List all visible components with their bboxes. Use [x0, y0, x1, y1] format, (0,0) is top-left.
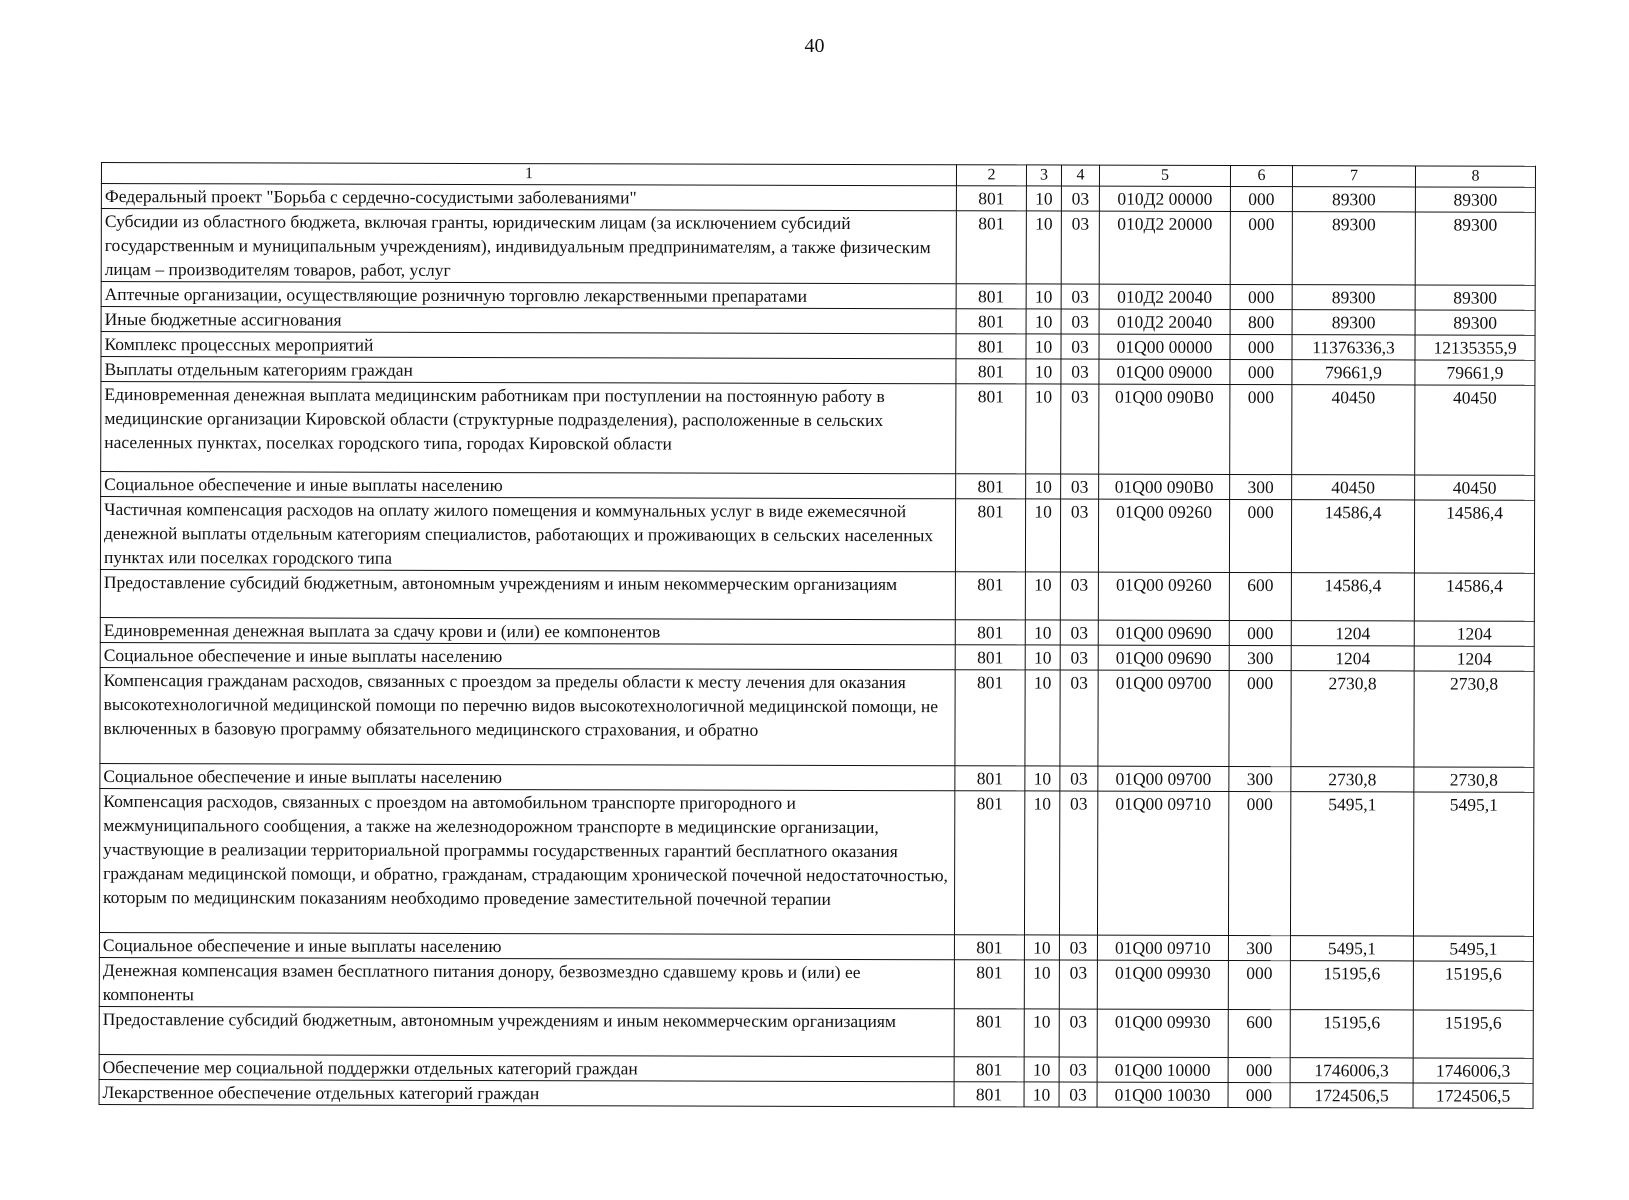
row-col5-cell: 01Q00 090B0	[1099, 474, 1230, 499]
row-col6-cell: 600	[1229, 572, 1291, 620]
row-col6-cell: 000	[1228, 1082, 1290, 1107]
row-col2-cell: 801	[956, 334, 1026, 359]
row-col7-cell: 2730,8	[1291, 671, 1414, 767]
row-col3-cell: 10	[1025, 670, 1060, 766]
row-col2-cell: 801	[955, 645, 1025, 670]
row-col3-cell: 10	[1026, 474, 1061, 499]
table-row	[101, 307, 1535, 336]
row-col3-cell: 10	[1026, 384, 1061, 474]
table-row	[101, 184, 1535, 213]
row-col6-cell: 000	[1228, 1057, 1290, 1082]
row-col8-cell: 5495,1	[1413, 792, 1533, 936]
row-col7-cell: 40450	[1292, 385, 1415, 475]
row-name-cell: Социальное обеспечение и иные выплаты населению	[100, 642, 955, 669]
table-row	[99, 1006, 1533, 1058]
row-col3-cell: 10	[1026, 334, 1061, 359]
row-col4-cell: 03	[1059, 960, 1097, 1009]
row-name-cell: Социальное обеспечение и иные выплаты населению	[99, 932, 954, 959]
row-col6-cell: 300	[1230, 474, 1292, 499]
row-col8-cell: 14586,4	[1414, 500, 1534, 573]
row-name-cell: Аптечные организации, осуществляющие розничную торговлю лекарственными препаратами	[101, 282, 956, 309]
row-col6-cell: 000	[1230, 384, 1292, 474]
row-name-cell: Обеспечение мер социальной поддержки отдельных категорий граждан	[99, 1054, 954, 1081]
table-row	[100, 642, 1534, 671]
table-row	[100, 497, 1534, 574]
row-col4-cell: 03	[1061, 334, 1099, 359]
row-col6-cell: 000	[1229, 620, 1291, 645]
row-name-cell: Компенсация расходов, связанных с проездом на автомобильном транспорте пригородного и межмуниципального сообщения, а также на железнодорожном транспорте в медицинские организации, участвующие в реализации территориальной программы государственных гарантий бесплатного оказания гражданам медицинской помощи, и обратно, гражданам, страдающим хронической почечной недостаточностью, которым по медицинским показаниям необходимо проведение заместительной почечной терапии	[99, 788, 954, 934]
header-cell: 1	[101, 163, 956, 186]
row-col6-cell: 600	[1228, 1009, 1290, 1057]
row-col7-cell: 14586,4	[1291, 573, 1414, 621]
row-col8-cell: 79661,9	[1415, 360, 1535, 385]
table-row	[99, 1054, 1533, 1083]
row-name-cell: Иные бюджетные ассигнования	[101, 307, 956, 334]
row-col8-cell: 1204	[1414, 646, 1534, 671]
row-col3-cell: 10	[1026, 284, 1061, 309]
row-col5-cell: 01Q00 09260	[1098, 572, 1229, 620]
row-col6-cell: 800	[1230, 309, 1292, 334]
row-col3-cell: 10	[1025, 620, 1060, 645]
row-col3-cell: 10	[1024, 1009, 1059, 1057]
row-col8-cell: 2730,8	[1414, 671, 1534, 767]
row-name-cell: Денежная компенсация взамен бесплатного питания донору, безвозмездно сдавшему кровь и (или) ее компоненты	[99, 957, 954, 1008]
row-col5-cell: 010Д2 20040	[1099, 284, 1230, 309]
row-col3-cell: 10	[1026, 309, 1061, 334]
row-col3-cell: 10	[1025, 572, 1060, 620]
row-col6-cell: 000	[1228, 791, 1290, 935]
table-row	[101, 332, 1535, 361]
table-row	[100, 617, 1534, 646]
row-col5-cell: 01Q00 09700	[1098, 766, 1229, 791]
row-col6-cell: 000	[1228, 960, 1290, 1009]
header-cell: 4	[1061, 165, 1099, 186]
row-col4-cell: 03	[1061, 211, 1099, 284]
row-col2-cell: 801	[956, 384, 1026, 474]
row-col7-cell: 1746006,3	[1290, 1058, 1413, 1083]
row-col8-cell: 1746006,3	[1413, 1058, 1533, 1083]
row-col7-cell: 11376336,3	[1292, 335, 1415, 360]
row-col8-cell: 15195,6	[1413, 961, 1533, 1010]
row-col4-cell: 03	[1061, 186, 1099, 211]
header-cell: 6	[1230, 165, 1292, 186]
row-name-cell: Единовременная денежная выплата медицинским работникам при поступлении на постоянную работу в медицинские организации Кировской области (структурные подразделения), расположенные в сельских населенных пунктах, поселках городского типа, городах Кировской области	[101, 382, 956, 474]
row-col2-cell: 801	[955, 572, 1025, 620]
row-col3-cell: 10	[1026, 359, 1061, 384]
row-col8-cell: 1724506,5	[1413, 1083, 1533, 1108]
row-col2-cell: 801	[955, 499, 1025, 572]
row-name-cell: Компенсация гражданам расходов, связанных с проездом за пределы области к месту лечения для оказания высокотехнологичной медицинской помощи по перечню видов высокотехнологичной медицинской помощи, не включенных в базовую программу обязательного медицинского страхования, и обратно	[100, 667, 955, 765]
row-col4-cell: 03	[1061, 474, 1099, 499]
table-row	[101, 209, 1535, 286]
row-name-cell: Предоставление субсидий бюджетным, автономным учреждениям и иным некоммерческим организациям	[100, 569, 955, 619]
row-col8-cell: 89300	[1415, 187, 1535, 212]
row-col8-cell: 15195,6	[1413, 1010, 1533, 1058]
row-col3-cell: 10	[1024, 1057, 1059, 1082]
row-col8-cell: 40450	[1415, 385, 1535, 475]
table-row	[99, 1079, 1533, 1108]
row-col5-cell: 01Q00 10000	[1097, 1057, 1228, 1082]
row-col7-cell: 1204	[1291, 621, 1414, 646]
row-col4-cell: 03	[1061, 359, 1099, 384]
row-col8-cell: 12135355,9	[1415, 335, 1535, 360]
row-col2-cell: 801	[954, 791, 1024, 935]
row-col3-cell: 10	[1025, 499, 1060, 572]
row-col6-cell: 300	[1229, 645, 1291, 670]
row-col7-cell: 5495,1	[1290, 936, 1413, 961]
row-col7-cell: 79661,9	[1292, 360, 1415, 385]
row-col7-cell: 89300	[1292, 285, 1415, 310]
row-col6-cell: 300	[1229, 766, 1291, 791]
row-col2-cell: 801	[956, 284, 1026, 309]
budget-table	[99, 162, 1536, 1109]
row-col7-cell: 1204	[1291, 646, 1414, 671]
row-col5-cell: 01Q00 09710	[1097, 791, 1228, 935]
row-col5-cell: 010Д2 00000	[1099, 186, 1230, 211]
header-cell: 7	[1292, 166, 1415, 187]
row-col2-cell: 801	[954, 1082, 1024, 1107]
row-name-cell: Выплаты отдельным категориям граждан	[101, 357, 956, 384]
row-col4-cell: 03	[1060, 766, 1098, 791]
row-name-cell: Социальное обеспечение и иные выплаты населению	[100, 763, 955, 790]
row-col8-cell: 89300	[1415, 310, 1535, 335]
page-number: 40	[804, 35, 825, 57]
row-col5-cell: 010Д2 20040	[1099, 309, 1230, 334]
table-row	[101, 357, 1535, 386]
row-col4-cell: 03	[1060, 572, 1098, 620]
row-col7-cell: 5495,1	[1290, 792, 1413, 936]
row-col4-cell: 03	[1060, 499, 1098, 572]
row-col7-cell: 15195,6	[1290, 961, 1413, 1010]
row-col5-cell: 01Q00 09690	[1098, 620, 1229, 645]
row-col2-cell: 801	[954, 1009, 1024, 1057]
row-col5-cell: 01Q00 09930	[1097, 1009, 1228, 1057]
table-row	[99, 932, 1533, 961]
row-col5-cell: 010Д2 20000	[1099, 211, 1230, 284]
row-col6-cell: 000	[1229, 499, 1291, 572]
row-col6-cell: 000	[1230, 334, 1292, 359]
row-col5-cell: 01Q00 09930	[1097, 960, 1228, 1009]
header-cell: 5	[1099, 165, 1230, 186]
row-col6-cell: 000	[1230, 359, 1292, 384]
row-col3-cell: 10	[1024, 935, 1059, 960]
table-row	[99, 788, 1533, 936]
row-name-cell: Лекарственное обеспечение отдельных категорий граждан	[99, 1079, 954, 1106]
row-col5-cell: 01Q00 10030	[1097, 1082, 1228, 1107]
header-cell: 2	[956, 165, 1026, 186]
row-col4-cell: 03	[1060, 645, 1098, 670]
row-col2-cell: 801	[956, 474, 1026, 499]
row-name-cell: Единовременная денежная выплата за сдачу крови и (или) ее компонентов	[100, 617, 955, 644]
row-col5-cell: 01Q00 09700	[1098, 670, 1229, 766]
row-col2-cell: 801	[955, 670, 1025, 766]
row-name-cell: Социальное обеспечение и иные выплаты населению	[101, 472, 956, 499]
row-col2-cell: 801	[954, 960, 1024, 1009]
row-col3-cell: 10	[1025, 766, 1060, 791]
row-name-cell: Частичная компенсация расходов на оплату жилого помещения и коммунальных услуг в виде ежемесячной денежной выплаты отдельным категориям специалистов, работающих и проживающих в сельских населенных пунктах или поселках городского типа	[100, 497, 955, 572]
row-col3-cell: 10	[1024, 1082, 1059, 1107]
row-col6-cell: 000	[1230, 284, 1292, 309]
row-col3-cell: 10	[1024, 960, 1059, 1009]
row-col2-cell: 801	[956, 211, 1026, 284]
row-col7-cell: 89300	[1292, 212, 1415, 285]
row-col3-cell: 10	[1024, 791, 1059, 935]
row-col5-cell: 01Q00 09260	[1098, 499, 1229, 572]
row-col8-cell: 14586,4	[1414, 573, 1534, 621]
row-col8-cell: 89300	[1415, 285, 1535, 310]
row-col5-cell: 01Q00 09000	[1099, 359, 1230, 384]
row-col4-cell: 03	[1060, 670, 1098, 766]
row-col4-cell: 03	[1059, 1009, 1097, 1057]
row-col5-cell: 01Q00 09690	[1098, 645, 1229, 670]
row-col6-cell: 300	[1228, 935, 1290, 960]
row-col8-cell: 2730,8	[1414, 767, 1534, 792]
row-col6-cell: 000	[1229, 670, 1291, 766]
row-col8-cell: 40450	[1415, 475, 1535, 500]
row-name-cell: Федеральный проект "Борьба с сердечно-сосудистыми заболеваниями"	[101, 184, 956, 211]
row-col2-cell: 801	[956, 309, 1026, 334]
table-row	[101, 472, 1535, 501]
row-col2-cell: 801	[954, 1057, 1024, 1082]
row-col4-cell: 03	[1061, 309, 1099, 334]
row-col2-cell: 801	[956, 186, 1026, 211]
row-col2-cell: 801	[956, 359, 1026, 384]
row-col4-cell: 03	[1060, 620, 1098, 645]
row-col7-cell: 89300	[1292, 187, 1415, 212]
row-col2-cell: 801	[955, 620, 1025, 645]
row-col7-cell: 1724506,5	[1290, 1083, 1413, 1108]
row-col3-cell: 10	[1026, 211, 1061, 284]
table-row	[99, 957, 1533, 1010]
row-col6-cell: 000	[1230, 186, 1292, 211]
row-col2-cell: 801	[954, 935, 1024, 960]
row-col4-cell: 03	[1059, 1057, 1097, 1082]
row-col7-cell: 14586,4	[1291, 500, 1414, 573]
row-col8-cell: 5495,1	[1413, 936, 1533, 961]
row-name-cell: Субсидии из областного бюджета, включая гранты, юридическим лицам (за исключением субсидий государственным и муниципальным учреждениям), индивидуальным предпринимателям, а также физическим лицам – производителям товаров, работ, услуг	[101, 209, 956, 284]
row-col3-cell: 10	[1026, 186, 1061, 211]
row-col7-cell: 2730,8	[1291, 767, 1414, 792]
row-col2-cell: 801	[955, 766, 1025, 791]
row-col8-cell: 1204	[1414, 621, 1534, 646]
row-name-cell: Комплекс процессных мероприятий	[101, 332, 956, 359]
row-col6-cell: 000	[1230, 211, 1292, 284]
row-col7-cell: 15195,6	[1290, 1010, 1413, 1058]
row-col4-cell: 03	[1061, 284, 1099, 309]
row-col4-cell: 03	[1059, 935, 1097, 960]
header-cell: 8	[1415, 166, 1535, 187]
table-row	[101, 382, 1535, 476]
row-col8-cell: 89300	[1415, 212, 1535, 285]
row-col5-cell: 01Q00 00000	[1099, 334, 1230, 359]
table-row	[101, 282, 1535, 311]
row-name-cell: Предоставление субсидий бюджетным, автономным учреждениям и иным некоммерческим организациям	[99, 1006, 954, 1056]
row-col4-cell: 03	[1059, 791, 1097, 935]
table-row	[100, 569, 1534, 621]
row-col5-cell: 01Q00 09710	[1097, 935, 1228, 960]
table-row	[100, 667, 1534, 767]
row-col3-cell: 10	[1025, 645, 1060, 670]
row-col7-cell: 89300	[1292, 310, 1415, 335]
row-col4-cell: 03	[1059, 1082, 1097, 1107]
row-col7-cell: 40450	[1292, 475, 1415, 500]
header-cell: 3	[1026, 165, 1061, 186]
row-col4-cell: 03	[1061, 384, 1099, 474]
row-col5-cell: 01Q00 090B0	[1099, 384, 1230, 474]
table-row	[100, 763, 1534, 792]
